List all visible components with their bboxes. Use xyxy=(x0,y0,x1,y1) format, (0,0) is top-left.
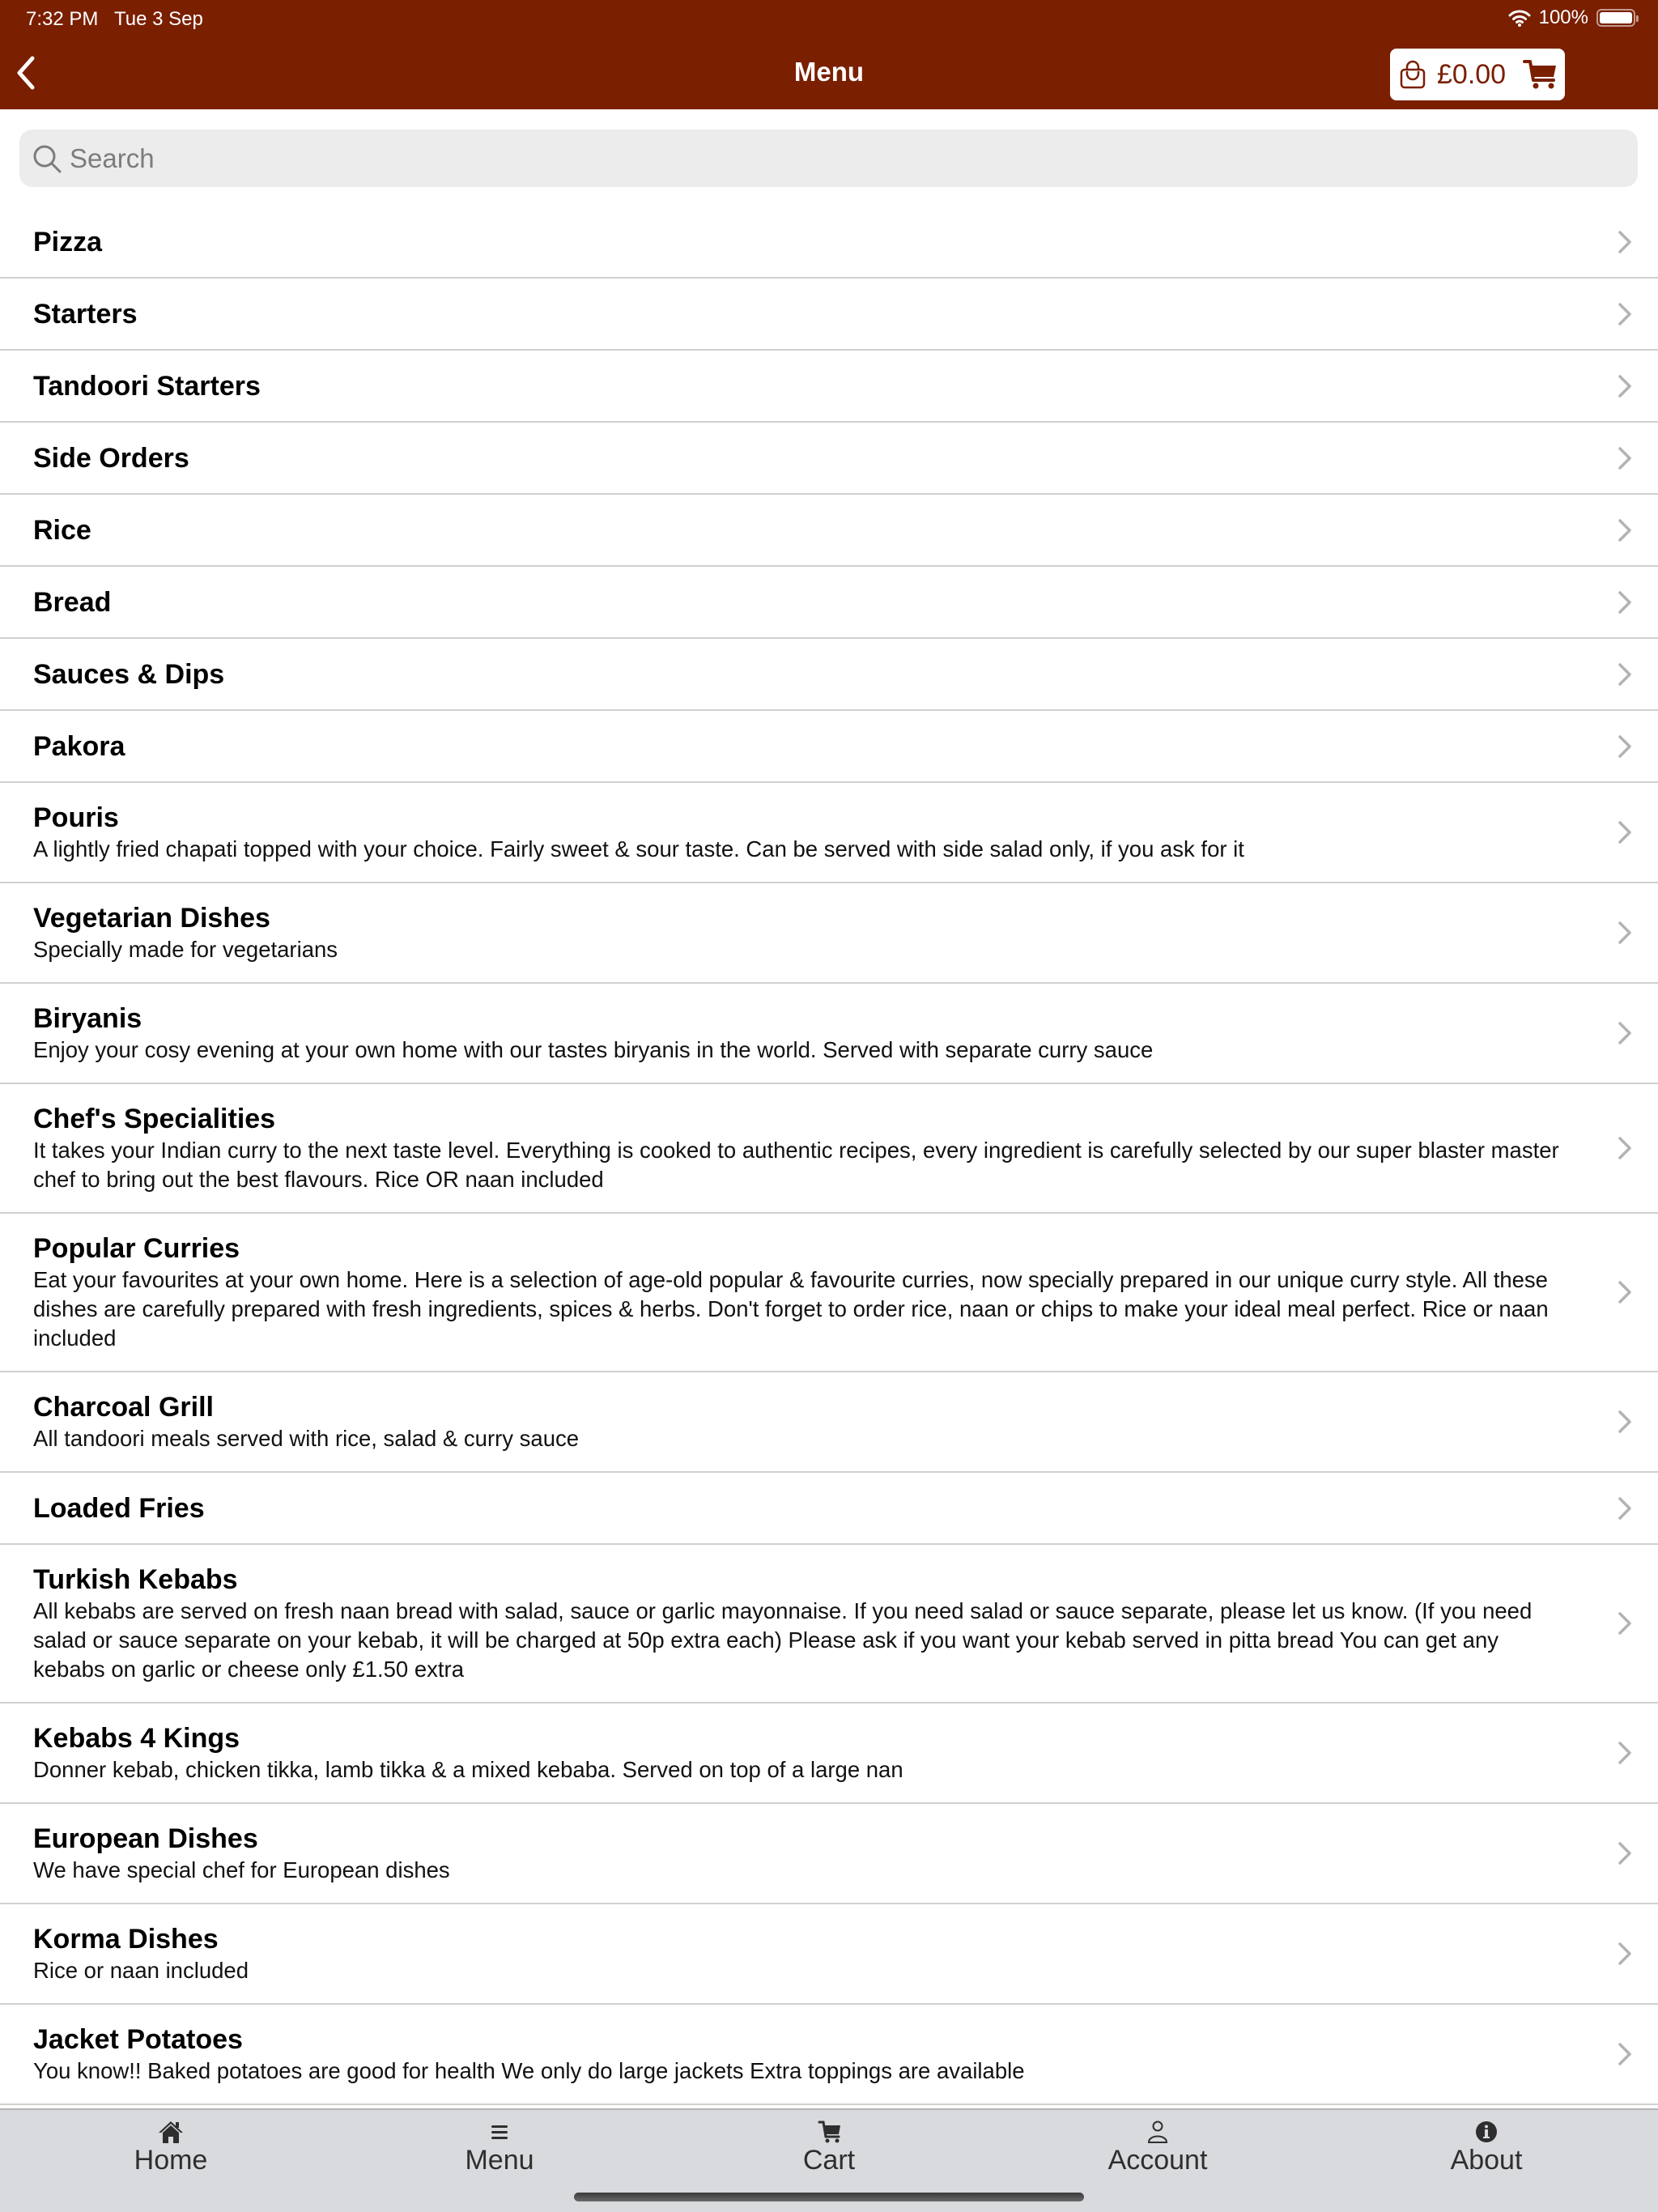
category-description: Rice or naan included xyxy=(33,1958,249,1983)
category-title: Pakora xyxy=(33,730,125,762)
category-text xyxy=(33,1390,1569,1453)
category-title: Pizza xyxy=(33,226,103,257)
tab-menu-label: Menu xyxy=(465,2145,534,2176)
category-title: Starters xyxy=(33,298,138,330)
chevron-right-icon xyxy=(1618,374,1632,398)
search-icon xyxy=(31,143,63,175)
category-row[interactable] xyxy=(0,1214,1658,1372)
category-text xyxy=(33,441,189,475)
battery-percent: 100% xyxy=(1538,6,1588,28)
chevron-right-icon xyxy=(1618,1021,1632,1045)
category-text xyxy=(33,369,261,403)
category-title: Jacket Potatoes xyxy=(33,2024,243,2055)
category-list[interactable] xyxy=(0,206,1658,2108)
category-description: Donner kebab, chicken tikka, lamb tikka & a mixed kebaba. Served on top of a large nan xyxy=(33,1757,903,1782)
chevron-right-icon xyxy=(1618,1280,1632,1304)
nav-header xyxy=(0,0,1658,109)
tab-about-label: About xyxy=(1450,2145,1523,2176)
category-title: Rice xyxy=(33,514,91,546)
category-title: Charcoal Grill xyxy=(33,1392,214,1423)
category-title: Loaded Fries xyxy=(33,1492,205,1524)
category-title: Chef's Specialities xyxy=(33,1104,276,1134)
category-description: All kebabs are served on fresh naan bread with salad, sauce or garlic mayonnaise. If you need salad or sauce separate, please let us know. (If you need salad or sauce separate on your kebab, it will be charged at 50p extra each) Please ask if you want your kebab served in pitta bread You can get any kebabs on garlic or cheese only £1.50 extra xyxy=(33,1598,1533,1682)
back-button[interactable] xyxy=(13,55,40,91)
category-title: Tandoori Starters xyxy=(33,370,261,402)
category-row[interactable] xyxy=(0,423,1658,495)
category-text xyxy=(33,730,125,764)
category-row[interactable] xyxy=(0,351,1658,423)
shopping-cart-icon xyxy=(1523,59,1558,90)
category-title: Pouris xyxy=(33,802,119,833)
category-row[interactable] xyxy=(0,206,1658,279)
status-time: 7:32 PM xyxy=(26,8,99,30)
chevron-right-icon xyxy=(1618,1496,1632,1521)
category-text xyxy=(33,1231,1569,1353)
chevron-right-icon xyxy=(1618,1942,1632,1966)
category-text xyxy=(33,1102,1569,1194)
chevron-right-icon xyxy=(1618,1410,1632,1434)
chevron-right-icon xyxy=(1618,1841,1632,1865)
chevron-right-icon xyxy=(1618,1611,1632,1636)
chevron-right-icon xyxy=(1618,590,1632,615)
category-title: Turkish Kebabs xyxy=(33,1564,238,1595)
category-title: Popular Curries xyxy=(33,1233,240,1264)
category-text xyxy=(33,801,1569,864)
category-row[interactable] xyxy=(0,1804,1658,1904)
chevron-left-icon xyxy=(13,55,40,91)
category-text xyxy=(33,585,111,619)
status-bar-right xyxy=(1508,6,1635,29)
tab-cart[interactable] xyxy=(708,2116,950,2181)
category-text xyxy=(33,1721,1569,1784)
battery-icon xyxy=(1596,9,1635,27)
chevron-right-icon xyxy=(1618,734,1632,759)
category-text xyxy=(33,1822,1569,1885)
shopping-bag-icon xyxy=(1400,60,1426,89)
category-text xyxy=(33,1491,205,1525)
tab-account-label: Account xyxy=(1107,2145,1208,2176)
tab-account[interactable] xyxy=(1036,2116,1279,2181)
chevron-right-icon xyxy=(1618,518,1632,542)
category-text xyxy=(33,513,91,547)
status-date: Tue 3 Sep xyxy=(113,8,203,30)
category-row[interactable] xyxy=(0,1545,1658,1704)
page-title: Menu xyxy=(793,57,865,87)
cart-total-button[interactable] xyxy=(1390,49,1565,100)
category-title: Side Orders xyxy=(33,442,189,474)
category-row[interactable] xyxy=(0,1372,1658,1473)
category-title: Bread xyxy=(33,586,112,618)
category-title: European Dishes xyxy=(33,1823,258,1854)
category-title: Kebabs 4 Kings xyxy=(33,1723,240,1754)
category-row[interactable] xyxy=(0,1904,1658,2005)
tab-about[interactable] xyxy=(1365,2116,1608,2181)
home-icon xyxy=(157,2120,185,2144)
tab-menu[interactable] xyxy=(378,2116,621,2181)
category-description: All tandoori meals served with rice, salad & curry sauce xyxy=(33,1426,580,1451)
category-row[interactable] xyxy=(0,711,1658,783)
chevron-right-icon xyxy=(1618,302,1632,326)
category-title: Vegetarian Dishes xyxy=(33,903,270,934)
category-description: Eat your favourites at your own home. Here is a selection of age-old popular & favourite curries, now specially prepared in our unique curry style. All these dishes are carefully prepared with fresh ingredients, spices & herbs. Don't forget to order rice, naan or chips to make your ideal meal perfect. Rice or naan included xyxy=(33,1267,1549,1351)
chevron-right-icon xyxy=(1618,446,1632,470)
category-description: Enjoy your cosy evening at your own home with our tastes biryanis in the world. Served with separate curry sauce xyxy=(33,1037,1154,1062)
category-description: Specially made for vegetarians xyxy=(33,937,338,962)
cart-total: £0.00 xyxy=(1437,58,1507,90)
category-row[interactable] xyxy=(0,639,1658,711)
category-text xyxy=(33,901,1569,964)
category-title: Biryanis xyxy=(33,1003,142,1034)
chevron-right-icon xyxy=(1618,1136,1632,1160)
home-indicator[interactable] xyxy=(574,2193,1084,2201)
category-row[interactable] xyxy=(0,883,1658,984)
menu-icon xyxy=(486,2120,513,2144)
info-icon xyxy=(1473,2120,1500,2144)
category-text xyxy=(33,2023,1569,2086)
category-row[interactable] xyxy=(0,279,1658,351)
category-row[interactable] xyxy=(0,567,1658,639)
tab-bar xyxy=(0,2108,1658,2212)
category-row[interactable] xyxy=(0,495,1658,567)
chevron-right-icon xyxy=(1618,921,1632,945)
chevron-right-icon xyxy=(1618,2042,1632,2066)
status-bar-time xyxy=(26,8,203,31)
category-row[interactable] xyxy=(0,1473,1658,1545)
chevron-right-icon xyxy=(1618,1741,1632,1765)
category-text xyxy=(33,657,224,691)
category-description: You know!! Baked potatoes are good for health We only do large jackets Extra toppings are available xyxy=(33,2058,1025,2083)
category-row[interactable] xyxy=(0,984,1658,1084)
tab-home[interactable] xyxy=(49,2116,292,2181)
account-icon xyxy=(1144,2120,1171,2144)
category-description: A lightly fried chapati topped with your choice. Fairly sweet & sour taste. Can be served with side salad only, if you ask for it xyxy=(33,836,1244,861)
category-text xyxy=(33,1002,1569,1065)
category-row[interactable] xyxy=(0,783,1658,883)
chevron-right-icon xyxy=(1618,662,1632,687)
category-row[interactable] xyxy=(0,1704,1658,1804)
search-bar[interactable] xyxy=(19,130,1638,187)
wifi-icon xyxy=(1508,9,1531,27)
tab-cart-label: Cart xyxy=(802,2145,856,2176)
chevron-right-icon xyxy=(1618,230,1632,254)
category-description: It takes your Indian curry to the next taste level. Everything is cooked to authentic recipes, every ingredient is carefully selected by our super blaster master chef to bring out the best flavours. Rice OR naan included xyxy=(33,1138,1559,1192)
cart-icon xyxy=(815,2120,843,2144)
tab-home-label: Home xyxy=(134,2145,208,2176)
category-row[interactable] xyxy=(0,2005,1658,2105)
category-text xyxy=(33,1563,1569,1684)
category-text xyxy=(33,297,138,331)
category-text xyxy=(33,1922,1569,1985)
category-text xyxy=(33,225,102,259)
chevron-right-icon xyxy=(1618,820,1632,844)
search-input[interactable] xyxy=(70,143,1608,174)
category-title: Korma Dishes xyxy=(33,1924,219,1955)
category-title: Sauces & Dips xyxy=(33,658,225,690)
category-row[interactable] xyxy=(0,1084,1658,1214)
category-description: We have special chef for European dishes xyxy=(33,1857,450,1882)
